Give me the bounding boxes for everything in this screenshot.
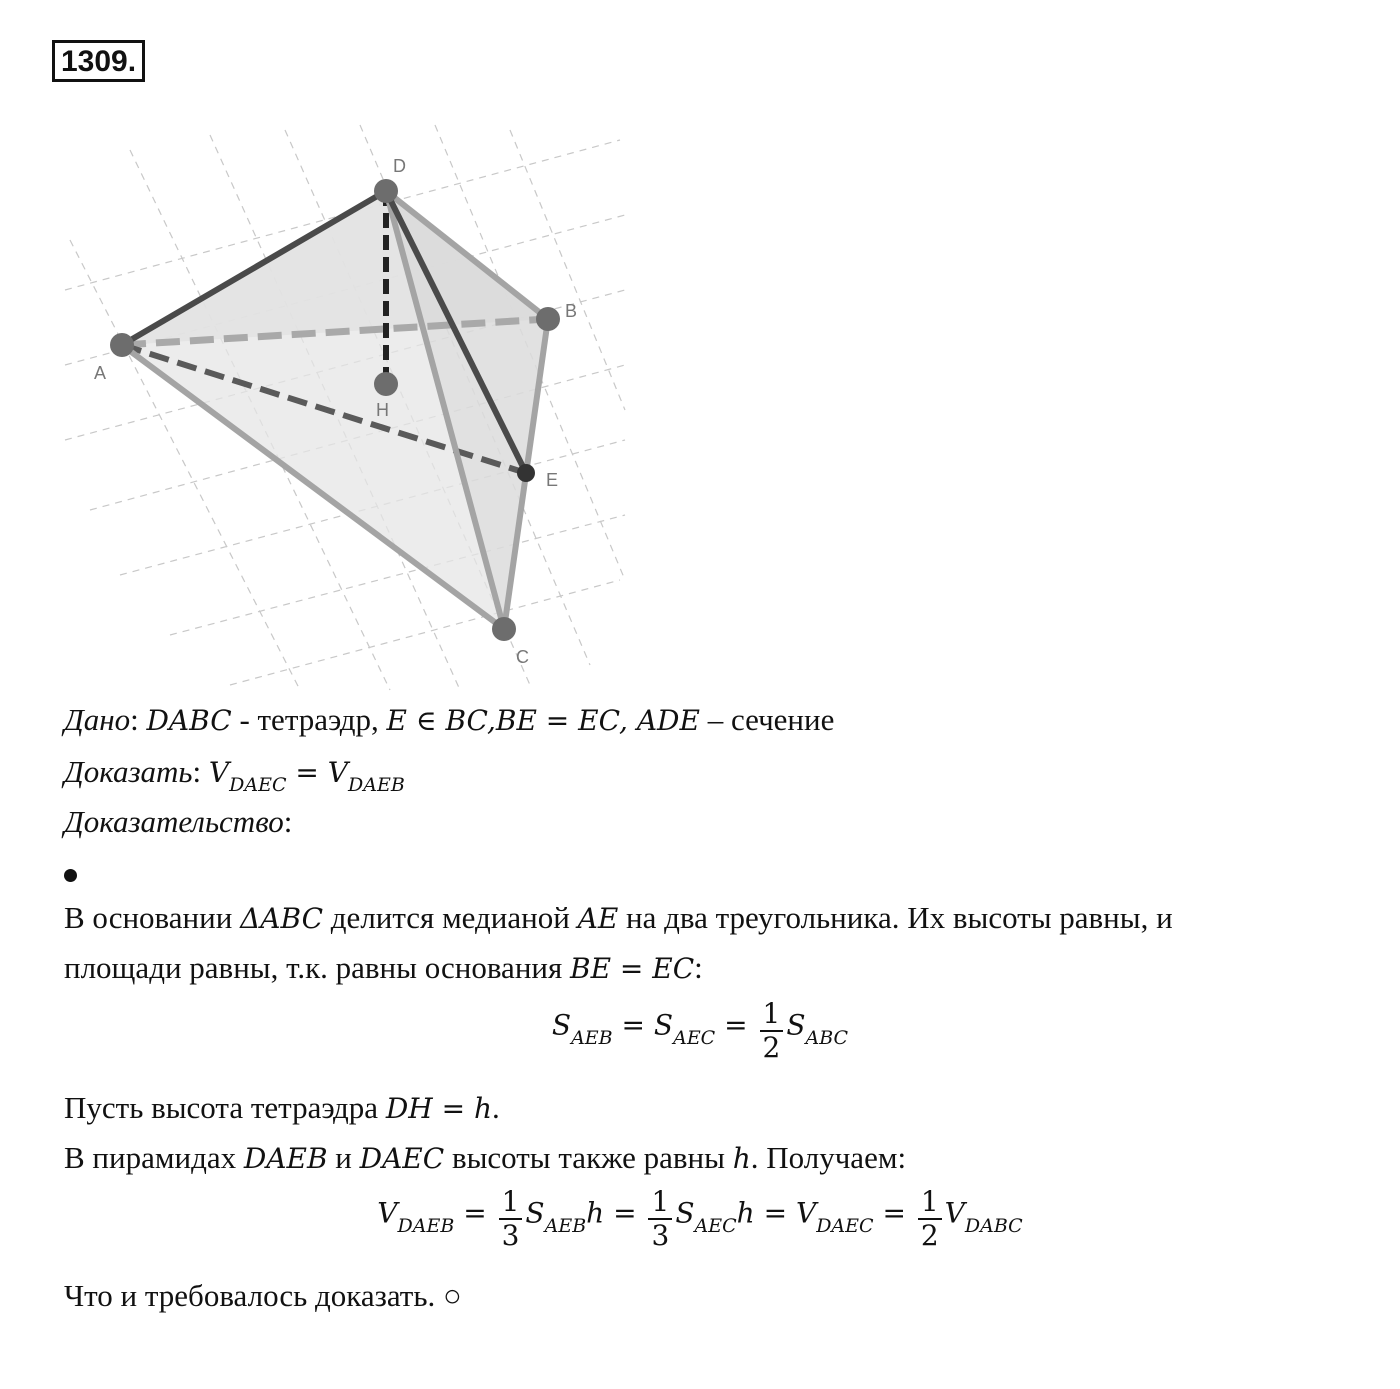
formula-areas: SAEB = SAEC = $\frac{1}{2}$ SABC [551,997,849,1064]
point-d [374,179,398,203]
point-c [492,617,516,641]
bullet [64,852,77,892]
given-statement: DABC [146,704,232,737]
prove-label: Доказать [64,754,193,789]
fraction-one-third-a: $\frac{1}{3}$ [499,1186,523,1252]
formula-volumes: VDAEB = $\frac{1}{3}$ SAEBh = $\frac{1}{3}$ SAECh = VDAEC = $\frac{1}{2}$ VDABC [377,1185,1023,1252]
paragraph-4: В пирамидах DAEB и DAEC высоты также равны h. Получаем: [64,1140,907,1175]
label-a: A [94,363,107,383]
fraction-one-half-b: $\frac{1}{2}$ [918,1186,942,1252]
label-c: C [516,647,529,667]
prove-line: Доказать: $V_{DAEC} = V_{DAEB}$ [64,754,405,796]
point-e [517,464,535,482]
label-h: H [376,400,389,420]
label-e: E [546,470,559,490]
conclusion: Что и требовалось доказать. ○ [64,1278,462,1313]
given-label: Дано [64,702,131,737]
paragraph-1: В основании ΔABC делится медианой AE на два треугольника. Их высоты равны, и [64,900,1173,935]
problem-number: 1309. [52,40,145,82]
proof-label: Доказательство [64,804,284,839]
label-d: D [393,156,406,176]
bullet-dot [64,869,77,882]
proof-heading: Доказательство: [64,804,293,839]
label-b: B [565,301,578,321]
point-a [110,333,134,357]
point-b [536,307,560,331]
given-condition: E ∈ BC,BE = EC, ADE [386,704,700,737]
given-line: Дано: DABC - тетраэдр, E ∈ BC,BE = EC, ADE – сечение [64,702,835,737]
paragraph-2: площади равны, т.к. равны основания BE = EC: [64,950,703,985]
tetrahedron-figure [60,120,640,695]
paragraph-3: Пусть высота тетраэдра DH = h. [64,1090,500,1125]
fraction-one-half: $\frac{1}{2}$ [760,998,784,1064]
point-h [374,372,398,396]
fraction-one-third-b: $\frac{1}{3}$ [648,1186,672,1252]
